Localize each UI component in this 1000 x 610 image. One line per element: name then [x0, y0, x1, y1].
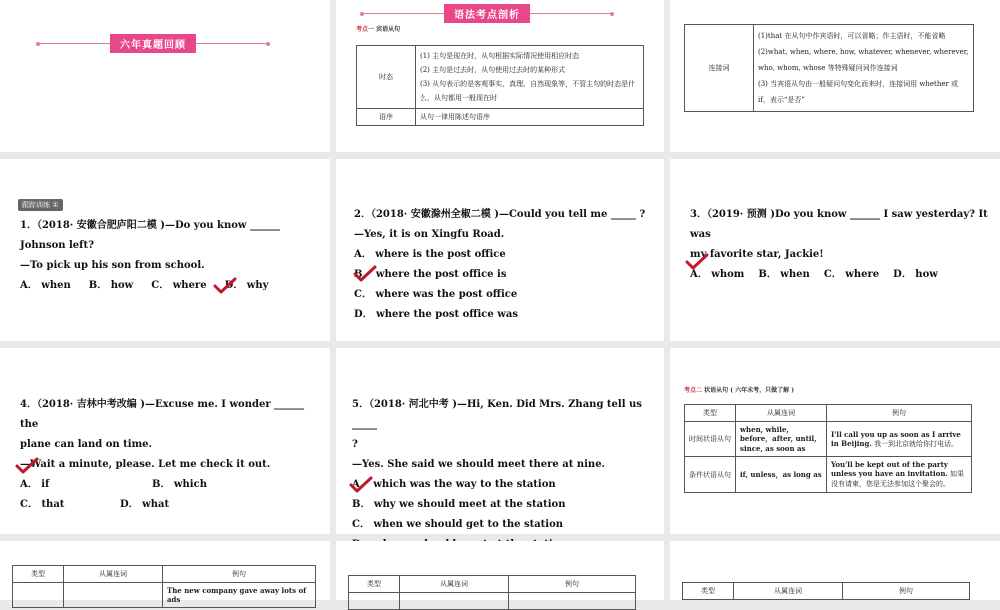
- question-line: 1．（2018· 安徽合肥庐阳二模 )—Do you know ______: [20, 220, 280, 231]
- row-type: 时间状语从句: [685, 422, 736, 457]
- check-icon: [16, 458, 38, 474]
- slide-11[interactable]: [336, 541, 664, 600]
- slide-1[interactable]: [0, 0, 330, 152]
- row-conj: [64, 583, 163, 608]
- header-example: 例句: [163, 566, 316, 583]
- table-header-row: [683, 583, 970, 600]
- option-b[interactable]: B． which: [152, 479, 207, 490]
- slide-8[interactable]: [336, 348, 664, 534]
- table-row: [13, 583, 316, 608]
- row-content: [416, 46, 644, 109]
- options-row: [20, 276, 320, 296]
- banner-label: 语法考点剖析: [444, 4, 530, 23]
- grammar-table: [356, 45, 644, 126]
- option-d[interactable]: D． where the post office was: [354, 309, 518, 320]
- option-b[interactable]: B． why we should meet at the station: [352, 499, 566, 510]
- question-block: [354, 205, 654, 325]
- example-cn: 我一到北京就给你打电话。: [874, 439, 959, 448]
- question-line: my favorite star, Jackie!: [690, 249, 824, 260]
- section-banner: [360, 4, 614, 23]
- slide-2[interactable]: [336, 0, 664, 152]
- header-conj: 从属连词: [64, 566, 163, 583]
- row-example: [827, 422, 972, 457]
- tag-label: 考点一: [356, 26, 375, 33]
- header-example: 例句: [843, 583, 970, 600]
- option-a[interactable]: A． where is the post office: [354, 249, 506, 260]
- row-conj: if, unless，as long as: [736, 457, 827, 493]
- rule-item: (3) 当宾语从句由一般疑问句变化而来时，连接词用 whether 或 if，表示“是否”: [758, 80, 959, 104]
- option-b[interactable]: B． when: [758, 269, 810, 280]
- tag-label: 考点二: [684, 387, 703, 394]
- row-conj: when, while, before，after, until, since, as soon as: [736, 422, 827, 457]
- slide-6[interactable]: [670, 159, 1000, 341]
- question-line: plane can land on time.: [20, 439, 152, 450]
- table-row: [685, 25, 974, 112]
- header-type: 类型: [685, 405, 736, 422]
- header-example: 例句: [827, 405, 972, 422]
- table-row: [357, 46, 644, 109]
- option-c[interactable]: C． where was the post office: [354, 289, 518, 300]
- section-banner: [36, 34, 270, 53]
- option-c[interactable]: C． that: [20, 499, 65, 510]
- row-type: 条件状语从句: [685, 457, 736, 493]
- adverbial-table: [684, 404, 972, 493]
- clause-table: [12, 565, 316, 608]
- question-block: [690, 205, 990, 285]
- example-en: You'll be kept out of the party unless you have an invitation.: [831, 460, 948, 478]
- row-type: 时态: [357, 46, 416, 109]
- rule-item: (2)what, when, where, how, whatever, whenever, wherever, who, whom, whose 等特殊疑问词作连接词: [758, 48, 969, 72]
- question-line: 3．（2019· 预测 )Do you know ______ I saw yesterday? It was: [690, 209, 988, 240]
- header-type: 类型: [349, 576, 400, 593]
- connective-table: [684, 24, 974, 112]
- rule-item: (1) 主句是现在时，从句根据实际情况使用相应时态: [420, 52, 580, 60]
- check-icon: [686, 254, 708, 270]
- option-a[interactable]: A． whom: [690, 269, 745, 280]
- question-line: Johnson left?: [20, 240, 94, 251]
- option-c[interactable]: C． when we should get to the station: [352, 519, 564, 530]
- option-d[interactable]: D． how: [893, 269, 938, 280]
- clause-table: [348, 575, 636, 610]
- topic-tag: [356, 24, 400, 33]
- row-example: The new company gave away lots of ads: [163, 583, 316, 608]
- example-cn: 如果没有请柬，您是无法参加这个聚会的。: [831, 470, 965, 488]
- question-line: —Wait a minute, please. Let me check it out.: [20, 459, 271, 470]
- rule-item: (3) 从句表示的是客观事实、真理、自然现象等，不管主句的时态是什么，从句都用一般现在时: [420, 80, 636, 102]
- header-conj: 从属连词: [400, 576, 509, 593]
- slide-7[interactable]: [0, 348, 330, 534]
- banner-label: 六年真题回顾: [110, 34, 196, 53]
- table-row: [685, 457, 972, 493]
- option-b[interactable]: B． how: [88, 280, 134, 291]
- slide-9[interactable]: [670, 348, 1000, 534]
- example-en: I'll call you up as soon as I arrive in Beijing.: [831, 429, 961, 448]
- slide-3[interactable]: [670, 0, 1000, 152]
- option-b[interactable]: B． where the post office is: [354, 269, 507, 280]
- topic-tag: [684, 385, 794, 394]
- header-type: 类型: [13, 566, 64, 583]
- question-block: [20, 395, 320, 515]
- rule-item: (1)that 在从句中作宾语时，可以省略；作主语时，不能省略: [758, 32, 946, 40]
- option-a[interactable]: A． if: [20, 479, 50, 490]
- question-line: —Yes, it is on Xingfu Road.: [354, 229, 505, 240]
- question-line: —To pick up his son from school.: [20, 260, 205, 271]
- table-row: [349, 593, 636, 610]
- header-example: 例句: [509, 576, 636, 593]
- row-content: [754, 25, 974, 112]
- header-conj: 从属连词: [734, 583, 843, 600]
- header-conj: 从属连词: [736, 405, 827, 422]
- table-row: [357, 109, 644, 126]
- question-block: [20, 216, 320, 296]
- row-type: [13, 583, 64, 608]
- header-type: 类型: [683, 583, 734, 600]
- tag-title: 状语从句 ( 六年未考，只做了解 ): [704, 387, 795, 394]
- table-header-row: [349, 576, 636, 593]
- option-a[interactable]: A． when: [20, 280, 71, 291]
- row-example: [827, 457, 972, 493]
- table-header-row: [13, 566, 316, 583]
- check-icon: [350, 477, 372, 493]
- question-line: ?: [352, 439, 358, 450]
- options-row: [690, 265, 990, 285]
- row-content: 从句一律用陈述句语序: [416, 109, 644, 126]
- table-row: [685, 422, 972, 457]
- option-d[interactable]: D． why: [224, 280, 269, 291]
- question-line: —Yes. She said we should meet there at nine.: [352, 459, 606, 470]
- practice-badge: 跟踪训练 ①: [18, 199, 63, 211]
- question-line: 4．（2018· 吉林中考改编 )—Excuse me. I wonder ______ the: [20, 399, 305, 430]
- options-row: [20, 475, 320, 495]
- question-line: 5．（2018· 河北中考 )—Hi, Ken. Did Mrs. Zhang tell us _____: [352, 399, 642, 430]
- slide-4[interactable]: [0, 159, 330, 341]
- check-icon: [214, 278, 236, 294]
- option-c[interactable]: C． where: [823, 269, 880, 280]
- options-row: [20, 495, 320, 515]
- tag-title: 宾语从句: [376, 26, 401, 33]
- clause-table: [682, 582, 970, 600]
- row-type: 连接词: [685, 25, 754, 112]
- rule-item: (2) 主句是过去时，从句使用过去时的某种形式: [420, 66, 566, 74]
- check-icon: [354, 266, 376, 282]
- question-line: 2．（2018· 安徽滁州全椒二模 )—Could you tell me _____ ?: [354, 209, 646, 220]
- option-a[interactable]: A． which was the way to the station: [352, 479, 556, 490]
- slide-12[interactable]: [670, 541, 1000, 600]
- slide-5[interactable]: [336, 159, 664, 341]
- option-c[interactable]: C． where: [151, 280, 207, 291]
- table-header-row: [685, 405, 972, 422]
- question-block: [352, 395, 657, 555]
- option-d[interactable]: D． what: [120, 499, 170, 510]
- row-type: 语序: [357, 109, 416, 126]
- slide-10[interactable]: [0, 541, 330, 604]
